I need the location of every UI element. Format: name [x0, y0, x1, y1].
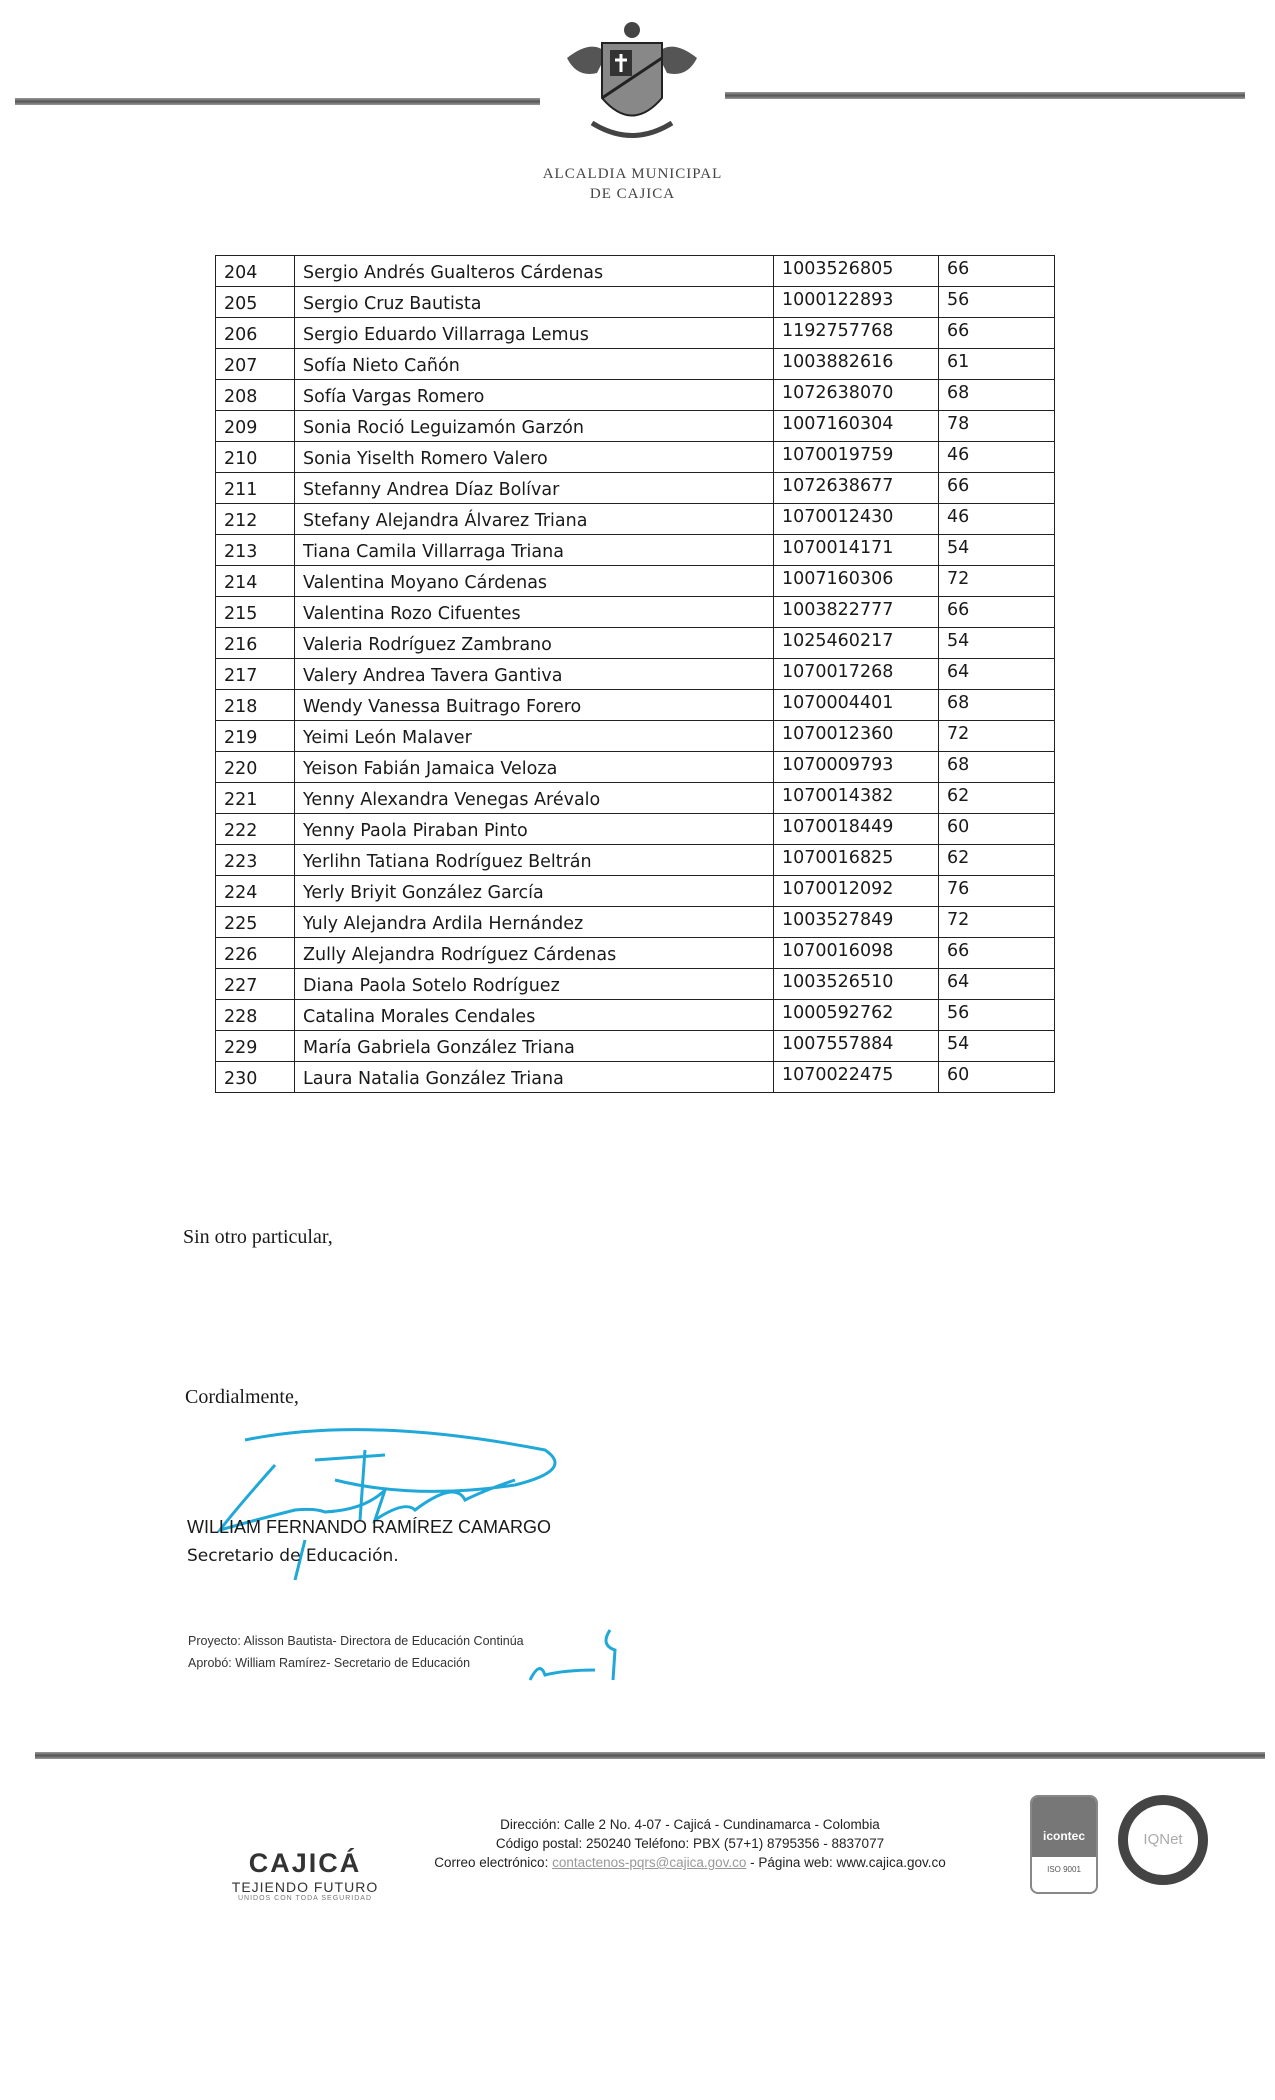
score: 66: [939, 256, 1055, 287]
table-row: [216, 504, 1055, 535]
student-id: 1003822777: [774, 597, 939, 628]
student-name: Yenny Alexandra Venegas Arévalo: [295, 783, 774, 814]
municipal-crest-logo: [562, 18, 702, 153]
row-number: 214: [216, 566, 295, 597]
table-row: [216, 256, 1055, 287]
row-number: 209: [216, 411, 295, 442]
table-row: [216, 349, 1055, 380]
table-row: [216, 752, 1055, 783]
icontec-badge: [1030, 1795, 1098, 1894]
table-row: [216, 845, 1055, 876]
student-name: Sonia Roció Leguizamón Garzón: [295, 411, 774, 442]
score: 60: [939, 814, 1055, 845]
student-name: Valery Andrea Tavera Gantiva: [295, 659, 774, 690]
icontec-label: icontec: [1032, 1797, 1096, 1857]
signer-role: Secretario de Educación.: [187, 1546, 399, 1566]
table-row: [216, 938, 1055, 969]
table-row: [216, 907, 1055, 938]
score: 66: [939, 318, 1055, 349]
row-number: 221: [216, 783, 295, 814]
footer-web: - Página web: www.cajica.gov.co: [746, 1855, 946, 1870]
row-number: 229: [216, 1031, 295, 1062]
student-id: 1192757768: [774, 318, 939, 349]
header-rule-right: [725, 92, 1245, 99]
logo-title: CAJICÁ: [248, 1848, 362, 1878]
student-id: 1070009793: [774, 752, 939, 783]
student-id: 1003527849: [774, 907, 939, 938]
row-number: 222: [216, 814, 295, 845]
student-name: Sofía Nieto Cañón: [295, 349, 774, 380]
row-number: 204: [216, 256, 295, 287]
row-number: 206: [216, 318, 295, 349]
student-name: Tiana Camila Villarraga Triana: [295, 535, 774, 566]
footer-email-line: [390, 1853, 990, 1872]
student-id: 1070019759: [774, 442, 939, 473]
student-id: 1003526805: [774, 256, 939, 287]
table-row: [216, 628, 1055, 659]
student-name: Yeimi León Malaver: [295, 721, 774, 752]
student-name: Valentina Rozo Cifuentes: [295, 597, 774, 628]
student-name: Yerlihn Tatiana Rodríguez Beltrán: [295, 845, 774, 876]
student-name: Valentina Moyano Cárdenas: [295, 566, 774, 597]
score: 56: [939, 287, 1055, 318]
row-number: 212: [216, 504, 295, 535]
student-id: 1070022475: [774, 1062, 939, 1093]
row-number: 210: [216, 442, 295, 473]
student-id: 1070012092: [774, 876, 939, 907]
score: 54: [939, 628, 1055, 659]
row-number: 207: [216, 349, 295, 380]
table-row: [216, 876, 1055, 907]
score: 66: [939, 938, 1055, 969]
student-id: 1070016098: [774, 938, 939, 969]
row-number: 223: [216, 845, 295, 876]
row-number: 224: [216, 876, 295, 907]
student-id: 1007557884: [774, 1031, 939, 1062]
cajica-logo: [215, 1848, 395, 1902]
footer-email-link[interactable]: contactenos-pqrs@cajica.gov.co: [552, 1855, 747, 1870]
row-number: 220: [216, 752, 295, 783]
footer-address: Dirección: Calle 2 No. 4-07 - Cajicá - Cundinamarca - Colombia: [500, 1817, 880, 1832]
student-id: 1070012360: [774, 721, 939, 752]
initials-marks: [525, 1625, 625, 1685]
student-name: Sergio Eduardo Villarraga Lemus: [295, 318, 774, 349]
score: 46: [939, 504, 1055, 535]
student-id: 1003526510: [774, 969, 939, 1000]
row-number: 226: [216, 938, 295, 969]
table-row: [216, 566, 1055, 597]
student-name: Diana Paola Sotelo Rodríguez: [295, 969, 774, 1000]
score: 72: [939, 721, 1055, 752]
student-id: 1003882616: [774, 349, 939, 380]
score: 54: [939, 535, 1055, 566]
student-name: Yenny Paola Piraban Pinto: [295, 814, 774, 845]
student-id: 1070004401: [774, 690, 939, 721]
table-row: [216, 318, 1055, 349]
row-number: 216: [216, 628, 295, 659]
student-id: 1007160306: [774, 566, 939, 597]
results-table: [215, 255, 1055, 1093]
table-row: [216, 1000, 1055, 1031]
email-label: Correo electrónico:: [434, 1855, 553, 1870]
handwritten-signature: [215, 1420, 575, 1595]
score: 62: [939, 845, 1055, 876]
student-name: Stefany Alejandra Álvarez Triana: [295, 504, 774, 535]
row-number: 217: [216, 659, 295, 690]
row-number: 225: [216, 907, 295, 938]
logo-tagline: UNIDOS CON TODA SEGURIDAD: [237, 1895, 373, 1902]
score: 54: [939, 1031, 1055, 1062]
footer-contact: [390, 1815, 990, 1872]
student-name: Yeison Fabián Jamaica Veloza: [295, 752, 774, 783]
table-row: [216, 411, 1055, 442]
iqnet-seal: IQNet: [1118, 1795, 1208, 1885]
student-id: 1000122893: [774, 287, 939, 318]
student-name: Wendy Vanessa Buitrago Forero: [295, 690, 774, 721]
row-number: 219: [216, 721, 295, 752]
score: 72: [939, 566, 1055, 597]
student-id: 1070014171: [774, 535, 939, 566]
score: 46: [939, 442, 1055, 473]
table-row: [216, 597, 1055, 628]
table-row: [216, 783, 1055, 814]
student-id: 1025460217: [774, 628, 939, 659]
table-row: [216, 380, 1055, 411]
student-name: Valeria Rodríguez Zambrano: [295, 628, 774, 659]
row-number: 228: [216, 1000, 295, 1031]
score: 56: [939, 1000, 1055, 1031]
header-title-line1: ALCALDIA MUNICIPAL: [542, 166, 723, 182]
student-name: Yuly Alejandra Ardila Hernández: [295, 907, 774, 938]
footer-postal: Código postal: 250240 Teléfono: PBX (57+1) 8795356 - 8837077: [495, 1836, 885, 1851]
table-row: [216, 659, 1055, 690]
score: 62: [939, 783, 1055, 814]
score: 76: [939, 876, 1055, 907]
student-name: Sergio Cruz Bautista: [295, 287, 774, 318]
score: 68: [939, 752, 1055, 783]
student-name: Yerly Briyit González García: [295, 876, 774, 907]
row-number: 230: [216, 1062, 295, 1093]
student-id: 1070016825: [774, 845, 939, 876]
table-row: [216, 1031, 1055, 1062]
score: 61: [939, 349, 1055, 380]
salutation: Cordialmente,: [185, 1386, 299, 1408]
score: 64: [939, 659, 1055, 690]
credit-aprobo: Aprobó: William Ramírez- Secretario de Educación: [188, 1656, 471, 1670]
student-id: 1070014382: [774, 783, 939, 814]
table-row: [216, 814, 1055, 845]
header-title-line2: DE CAJICA: [589, 186, 676, 202]
student-id: 1072638070: [774, 380, 939, 411]
table-row: [216, 969, 1055, 1000]
score: 66: [939, 597, 1055, 628]
score: 78: [939, 411, 1055, 442]
row-number: 227: [216, 969, 295, 1000]
student-name: Stefanny Andrea Díaz Bolívar: [295, 473, 774, 504]
table-row: [216, 690, 1055, 721]
student-id: 1072638677: [774, 473, 939, 504]
row-number: 218: [216, 690, 295, 721]
table-row: [216, 287, 1055, 318]
student-name: Zully Alejandra Rodríguez Cárdenas: [295, 938, 774, 969]
header-rule-left: [15, 98, 540, 105]
student-id: 1070017268: [774, 659, 939, 690]
score: 68: [939, 380, 1055, 411]
row-number: 205: [216, 287, 295, 318]
student-name: Laura Natalia González Triana: [295, 1062, 774, 1093]
student-id: 1007160304: [774, 411, 939, 442]
table-row: [216, 535, 1055, 566]
student-name: Sofía Vargas Romero: [295, 380, 774, 411]
table-row: [216, 442, 1055, 473]
student-name: Sonia Yiselth Romero Valero: [295, 442, 774, 473]
table-row: [216, 721, 1055, 752]
student-name: Catalina Morales Cendales: [295, 1000, 774, 1031]
score: 68: [939, 690, 1055, 721]
row-number: 213: [216, 535, 295, 566]
student-id: 1070018449: [774, 814, 939, 845]
score: 64: [939, 969, 1055, 1000]
student-name: María Gabriela González Triana: [295, 1031, 774, 1062]
score: 72: [939, 907, 1055, 938]
row-number: 208: [216, 380, 295, 411]
student-id: 1000592762: [774, 1000, 939, 1031]
credit-proyecto: Proyecto: Alisson Bautista- Directora de Educación Continúa: [188, 1634, 524, 1648]
row-number: 215: [216, 597, 295, 628]
table-row: [216, 473, 1055, 504]
footer-rule: [35, 1752, 1265, 1759]
iso-label: ISO 9001: [1047, 1865, 1081, 1874]
score: 66: [939, 473, 1055, 504]
closing-phrase: Sin otro particular,: [183, 1226, 333, 1248]
row-number: 211: [216, 473, 295, 504]
student-id: 1070012430: [774, 504, 939, 535]
logo-subtitle: TEJIENDO FUTURO: [231, 1879, 379, 1895]
score: 60: [939, 1062, 1055, 1093]
student-name: Sergio Andrés Gualteros Cárdenas: [295, 256, 774, 287]
table-row: [216, 1062, 1055, 1093]
signer-name: WILLIAM FERNANDO RAMÍREZ CAMARGO: [187, 1517, 552, 1537]
